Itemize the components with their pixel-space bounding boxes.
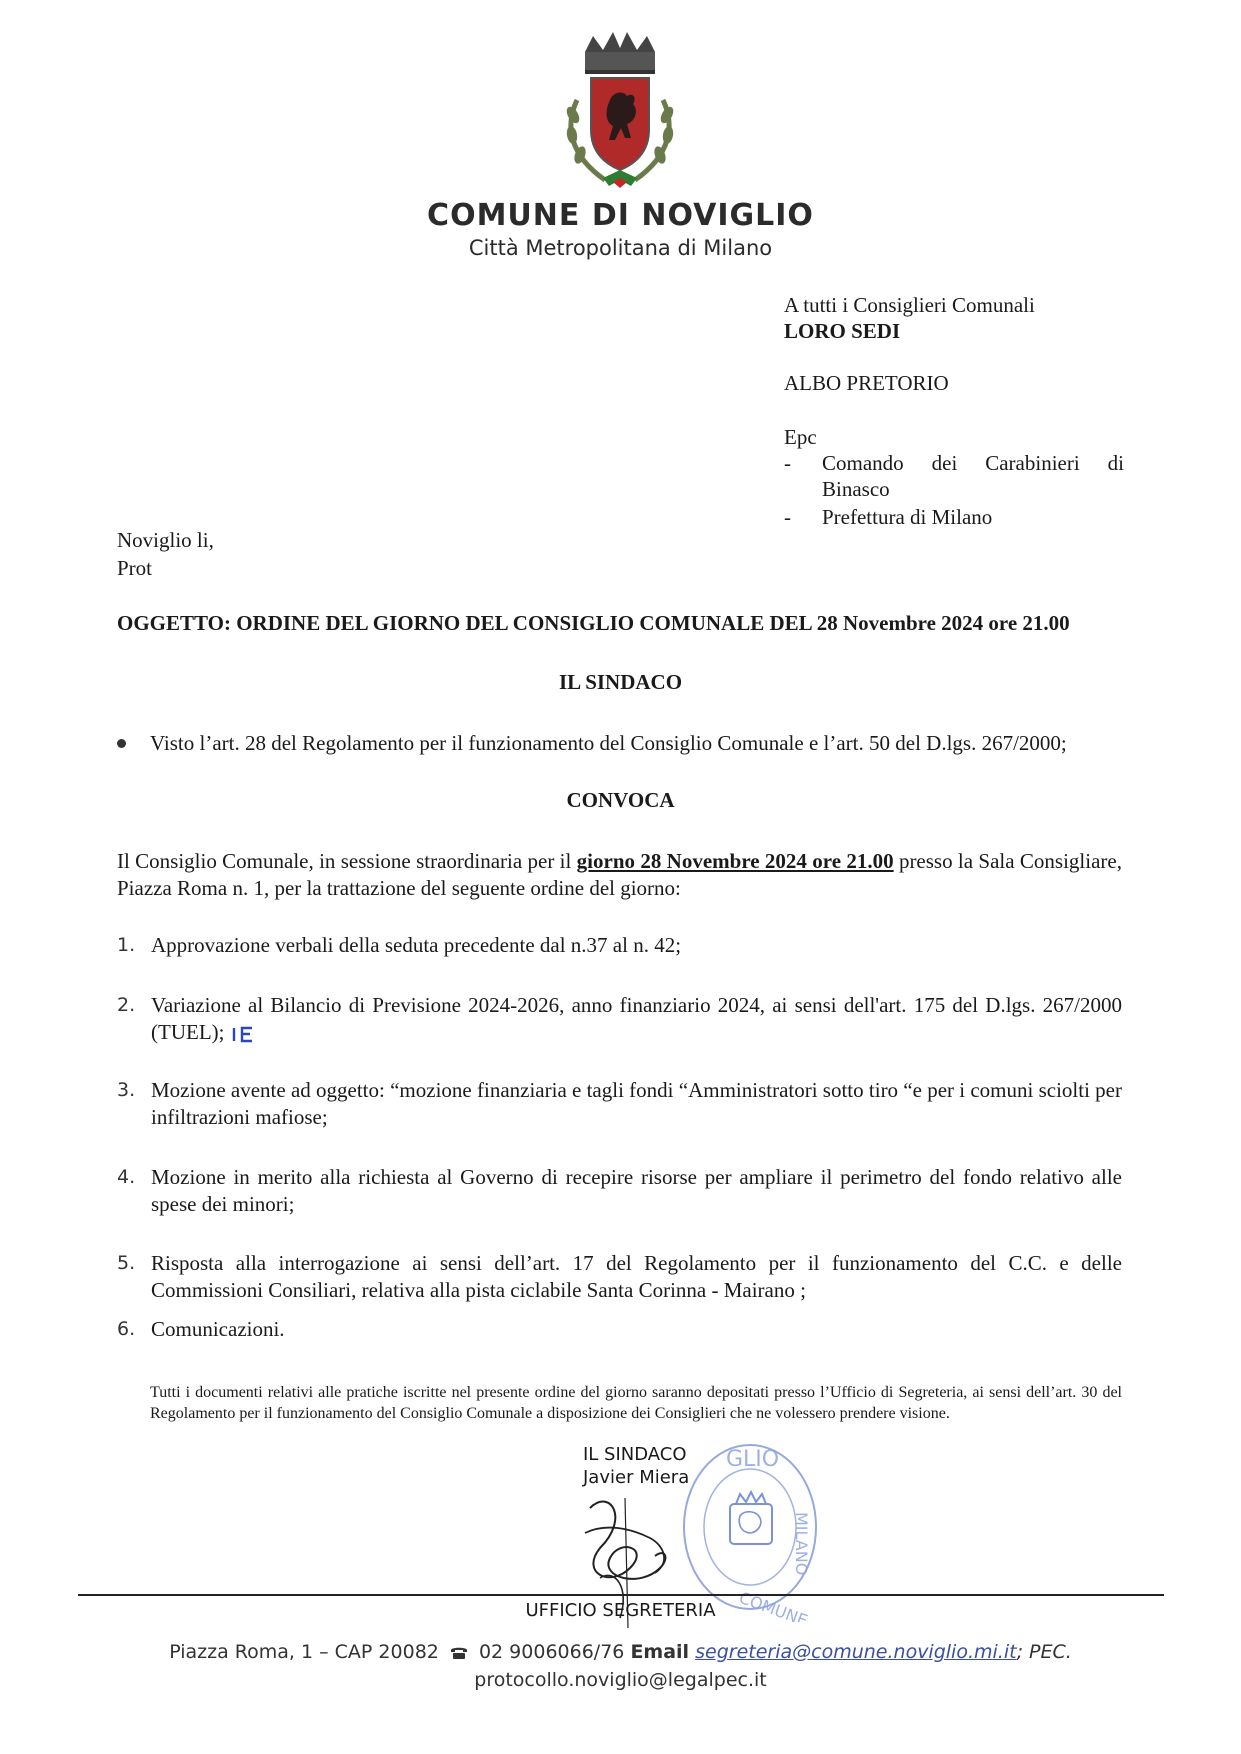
recipient-line-2: LORO SEDI <box>784 319 901 343</box>
agenda-item-text: Variazione al Bilancio di Previsione 2024-2026, anno finanziario 2024, ai sensi dell'art. 175 del D.lgs. 267/2000 (TUEL); <box>151 993 1122 1044</box>
handwritten-ie-mark <box>230 1024 256 1044</box>
dash-marker: - <box>784 505 791 529</box>
subject: OGGETTO: ORDINE DEL GIORNO DEL CONSIGLIO COMUNALE DEL 28 Novembre 2024 ore 21.00 <box>117 611 1070 635</box>
comune-name: COMUNE DI NOVIGLIO <box>427 198 814 233</box>
municipal-crest-logo <box>555 30 685 195</box>
protocol-number: Prot <box>117 556 153 580</box>
comune-subtitle: Città Metropolitana di Milano <box>468 236 773 260</box>
agenda-item <box>117 992 1122 1046</box>
office-label: UFFICIO SEGRETERIA <box>525 1600 716 1621</box>
convoca-heading: CONVOCA <box>566 788 675 812</box>
agenda-item-number: 2. <box>117 994 136 1016</box>
agenda-item <box>117 1250 1122 1304</box>
agenda-item-text: Comunicazioni. <box>151 1317 285 1341</box>
dash-marker: - <box>784 451 791 475</box>
agenda-item-number: 1. <box>117 934 136 956</box>
phone-icon <box>449 1646 469 1660</box>
signature-name: Javier Miera <box>583 1467 690 1488</box>
documents-note: Tutti i documenti relativi alle pratiche iscritte nel presente ordine del giorno saranno depositati presso l’Ufficio di Segreteria, ai sensi dell’art. 30 del Regolamento per il funzionamento del Consiglio Comunale a disposizione dei Consiglieri che ne volessero prendere visione. <box>150 1384 1122 1422</box>
agenda-item-body <box>151 992 1122 1046</box>
footer-contact-line <box>0 1641 1241 1663</box>
place-date: Noviglio li, <box>117 528 214 552</box>
epc-item-text: Comando dei Carabinieri di <box>822 451 1124 475</box>
svg-text:MILANO: MILANO <box>792 1512 811 1576</box>
agenda-item <box>117 1164 1122 1218</box>
recipient-line-1: A tutti i Consiglieri Comunali <box>784 293 1035 317</box>
agenda-item-number: 4. <box>117 1166 136 1188</box>
svg-text:GLIO: GLIO <box>726 1447 780 1472</box>
epc-label: Epc <box>784 425 817 449</box>
footer-phone: 02 9006066/76 <box>478 1641 625 1663</box>
footer-email-link[interactable]: segreteria@comune.noviglio.mi.it <box>695 1641 1017 1663</box>
agenda-item-number: 3. <box>117 1079 136 1101</box>
footer-pec-address: protocollo.noviglio@legalpec.it <box>474 1669 767 1691</box>
agenda-item-text: Risposta alla interrogazione ai sensi dell’art. 17 del Regolamento per il funzionamento del C.C. e delle Commissioni Consiliari, relativa alla pista ciclabile Santa Corinna - Mairano ; <box>151 1251 1122 1302</box>
signature-title: IL SINDACO <box>583 1444 687 1465</box>
footer-divider <box>78 1594 1164 1596</box>
agenda-item-text: Mozione in merito alla richiesta al Governo di recepire risorse per ampliare il perimetro del fondo relativo alle spese dei minori; <box>151 1165 1122 1216</box>
epc-item <box>784 450 1124 502</box>
agenda-item <box>117 932 1122 959</box>
footer-pec-label: ; PEC. <box>1016 1641 1072 1663</box>
agenda-item <box>117 1077 1122 1131</box>
agenda-item <box>117 1316 1122 1343</box>
sindaco-heading: IL SINDACO <box>558 670 683 694</box>
footer-address: Piazza Roma, 1 – CAP 20082 <box>169 1641 439 1663</box>
visto-text: Visto l’art. 28 del Regolamento per il funzionamento del Consiglio Comunale e l’art. 50 del D.lgs. 267/2000; <box>150 731 1067 755</box>
epc-item-text: Prefettura di Milano <box>822 505 993 529</box>
intro-before: Il Consiglio Comunale, in sessione straordinaria per il <box>117 849 577 873</box>
intro-after: presso la Sala Consigliare, Piazza Roma n. 1, per la trattazione del seguente ordine del giorno: <box>117 849 1122 900</box>
footer-email-label: Email <box>630 1641 690 1663</box>
agenda-item-text: Approvazione verbali della seduta precedente dal n.37 al n. 42; <box>151 933 682 957</box>
meeting-date-highlight: giorno 28 Novembre 2024 ore 21.00 <box>576 849 894 873</box>
agenda-item-number: 5. <box>117 1252 136 1274</box>
agenda-item-text: Mozione avente ad oggetto: “mozione finanziaria e tagli fondi “Amministratori sotto tiro “e per i comuni sciolti per infiltrazioni mafiose; <box>151 1078 1122 1129</box>
visto-paragraph <box>150 730 1122 757</box>
epc-item-text-cont: Binasco <box>822 477 890 501</box>
bullet-icon <box>117 739 126 748</box>
epc-item <box>784 504 1124 530</box>
intro-paragraph <box>117 848 1122 902</box>
svg-text:COMUNE: COMUNE <box>736 1587 811 1622</box>
agenda-item-number: 6. <box>117 1318 136 1340</box>
albo-pretorio: ALBO PRETORIO <box>784 371 949 395</box>
